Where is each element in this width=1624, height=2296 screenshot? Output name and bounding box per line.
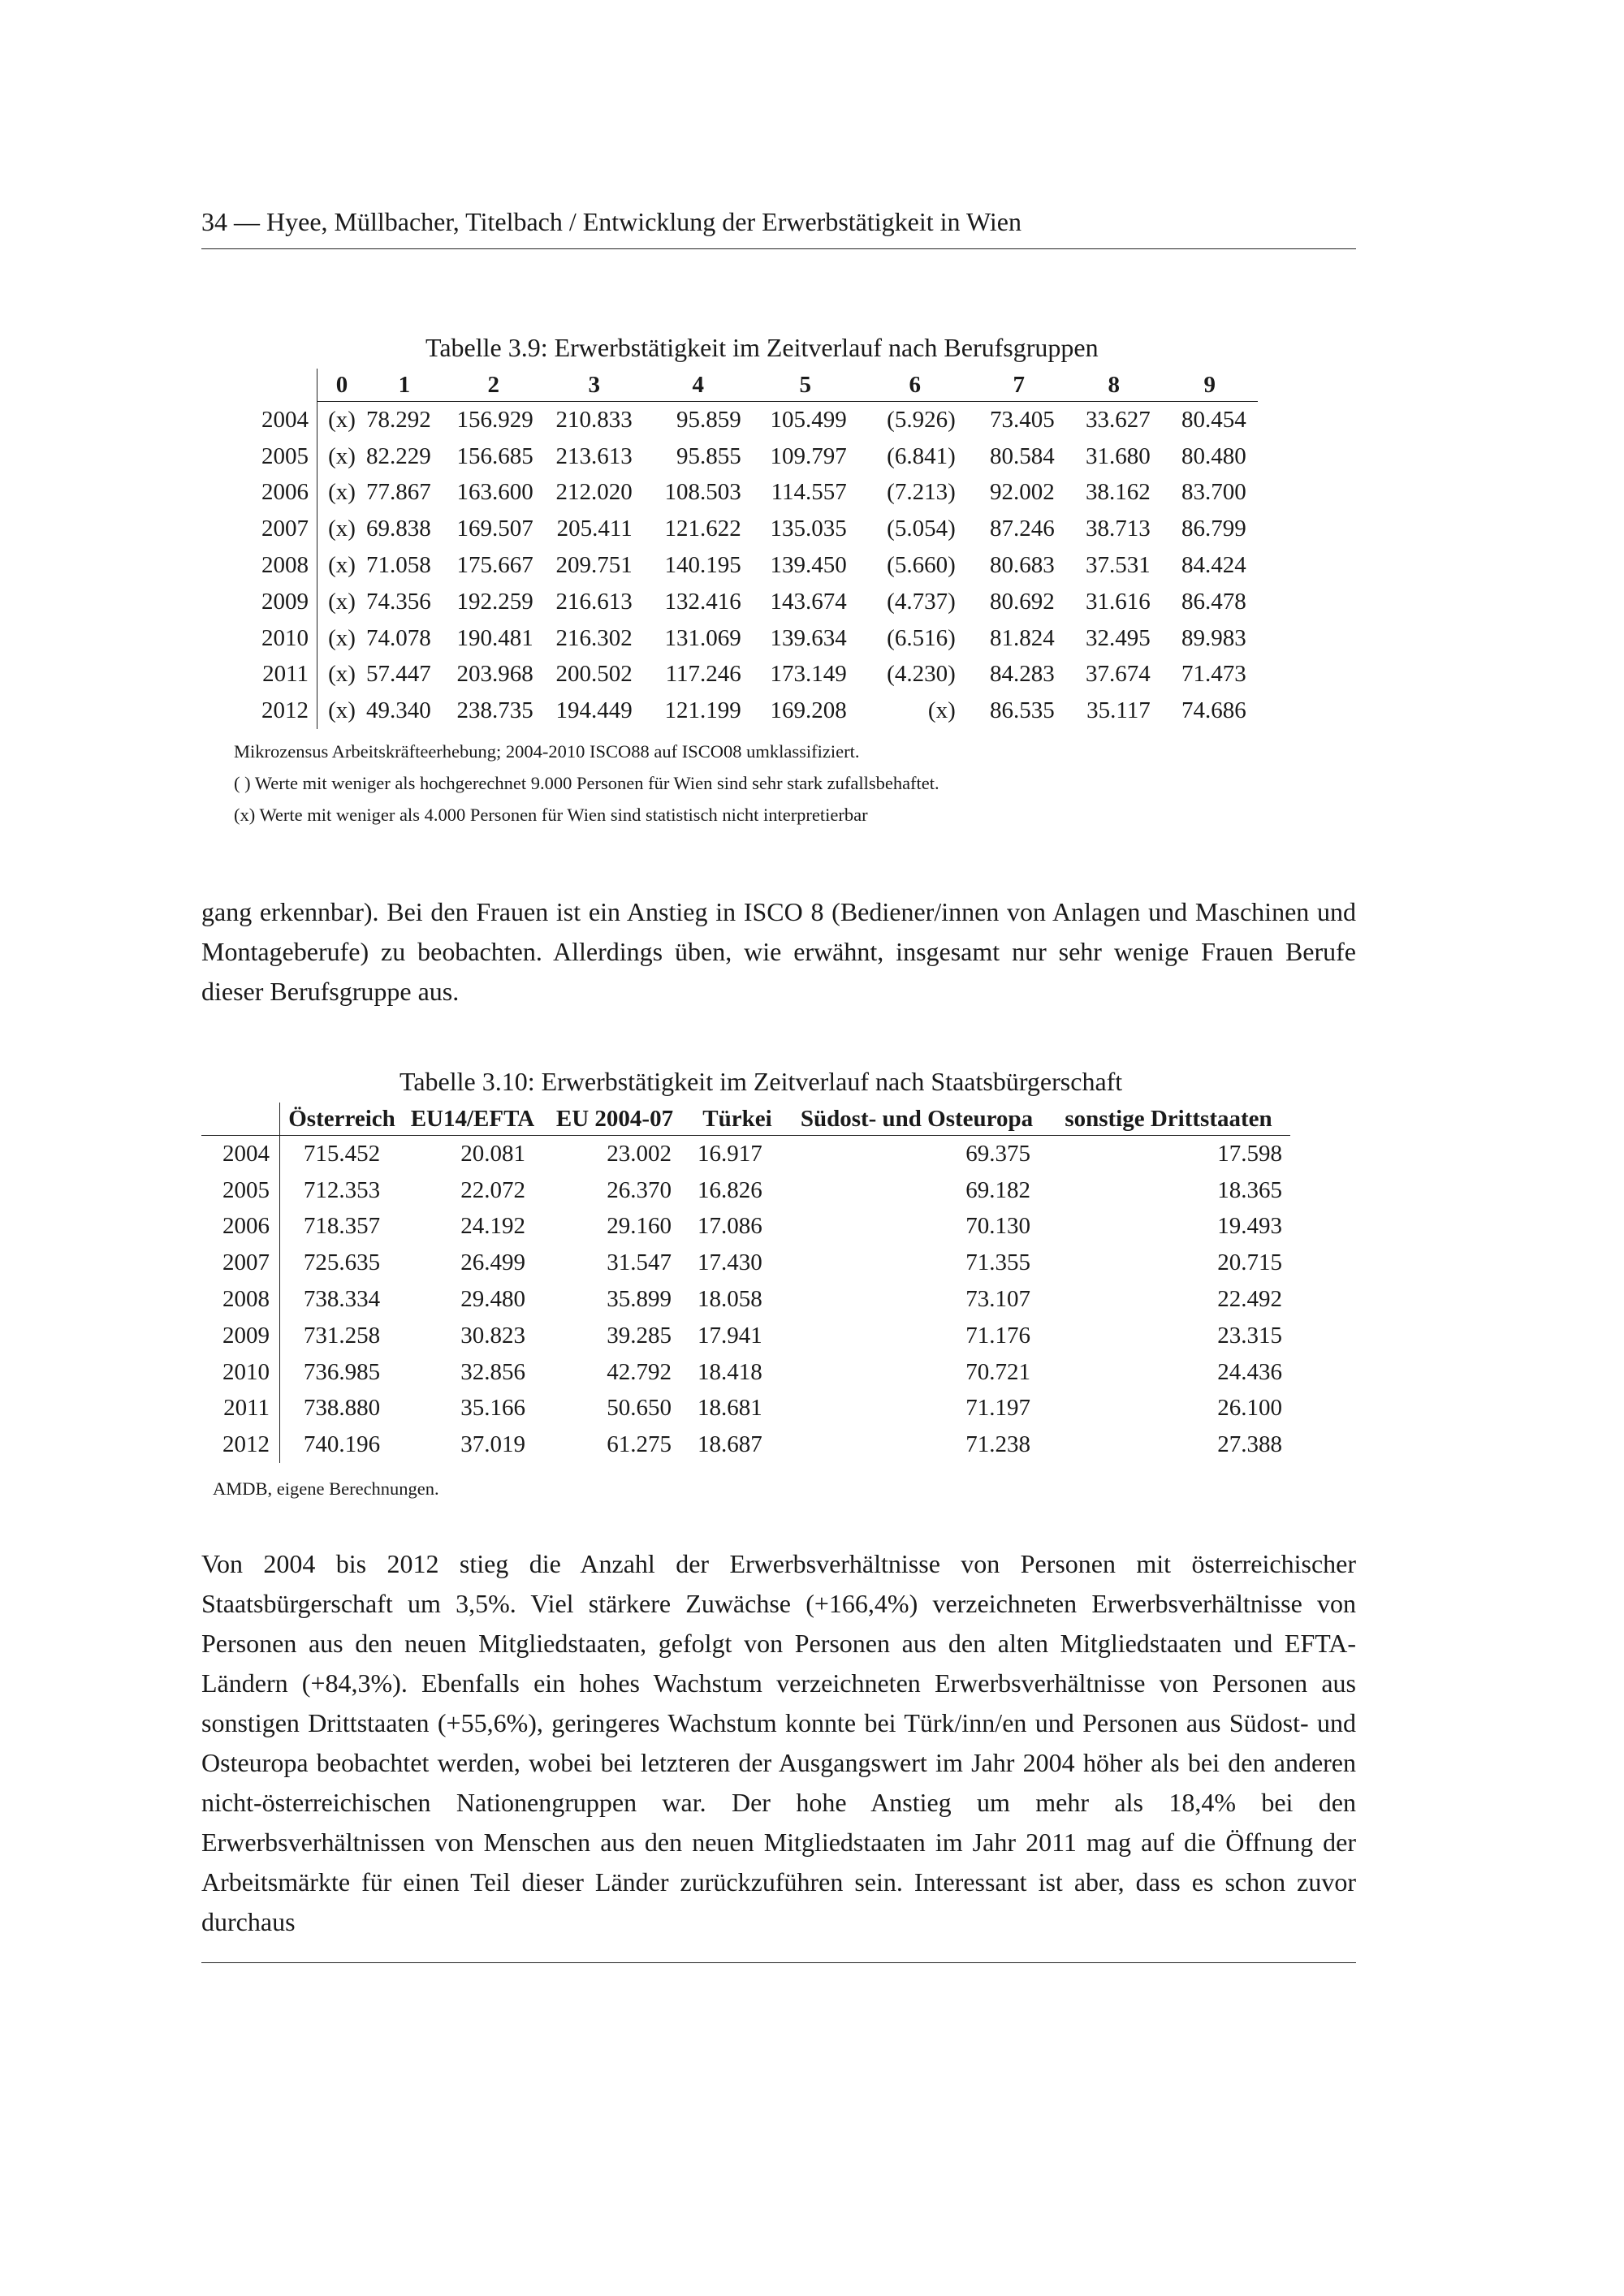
table-header-row <box>201 1103 1290 1136</box>
table-row <box>226 584 1258 620</box>
table-cell: 31.616 <box>1086 588 1151 615</box>
table-row <box>201 1172 1290 1209</box>
table-note: (x) Werte mit weniger als 4.000 Personen für Wien sind statistisch nicht interpretierbar <box>234 805 868 825</box>
table-cell: 30.823 <box>460 1322 525 1349</box>
table-row <box>201 1136 1290 1172</box>
table-cell: 26.370 <box>607 1176 672 1203</box>
table-cell: 80.480 <box>1181 442 1246 469</box>
table-cell: 238.735 <box>456 697 533 724</box>
table-cell: 192.259 <box>456 588 533 615</box>
table-cell: 212.020 <box>555 479 633 506</box>
table-row <box>201 1391 1290 1427</box>
table-cell: 71.355 <box>965 1249 1030 1276</box>
table-cell: 27.388 <box>1217 1431 1282 1458</box>
col-header: 6 <box>858 369 972 402</box>
table-cell: 77.867 <box>366 479 431 506</box>
table-cell: 86.478 <box>1181 588 1246 615</box>
table-cell: 23.002 <box>607 1140 672 1167</box>
table-cell: 33.627 <box>1086 406 1151 433</box>
table-3-9 <box>226 369 1258 729</box>
table-cell: 42.792 <box>607 1358 672 1385</box>
row-year: 2011 <box>201 1391 280 1427</box>
table-cell: 108.503 <box>664 479 741 506</box>
table-cell: (x) <box>328 624 356 651</box>
body-paragraph <box>201 1544 1356 1942</box>
col-header: 1 <box>366 369 443 402</box>
table-cell: (x) <box>328 697 356 724</box>
table-cell: 61.275 <box>607 1431 672 1458</box>
table-cell: 740.196 <box>303 1431 381 1458</box>
table-cell: 38.713 <box>1086 516 1151 542</box>
table-cell: 95.855 <box>676 442 741 469</box>
row-year: 2007 <box>226 511 317 547</box>
table-cell: 210.833 <box>555 406 633 433</box>
col-header: 3 <box>545 369 644 402</box>
table-cell: 82.229 <box>366 442 431 469</box>
paragraph-text: Von 2004 bis 2012 stieg die Anzahl der Erwerbsverhältnisse von Personen mit österreichischer Staatsbürgerschaft um 3,5%. Viel stärkere Zuwächse (+166,4%) verzeichneten Erwerbsverhältnisse von Personen aus den neuen Mitgliedstaaten, gefolgt von Personen aus den alten Mitgliedstaaten und EFTA-Ländern (+84,3%). Ebenfalls ein hohes Wachstum verzeichneten Erwerbsverhältnisse von Personen aus sonstigen Drittstaaten (+55,6%), geringeres Wachstum konnte bei Türk/inn/en und Personen aus Südost- und Osteuropa beobachtet werden, wobei bei letzteren der Ausgangswert im Jahr 2004 höher als bei den anderen nicht-österreichischen Nationengruppen war. Der hohe Anstieg um mehr als 18,4% bei den Erwerbsverhältnissen von Menschen aus den neuen Mitgliedstaaten im Jahr 2011 mag auf die Öffnung der Arbeitsmärkte für einen Teil dieser Länder zurückzuführen sein. Interessant ist aber, dass es schon zuvor durchaus <box>201 1549 1356 1936</box>
table-cell: (x) <box>328 552 356 579</box>
table-cell: 109.797 <box>770 442 847 469</box>
table-cell: (5.660) <box>887 552 956 579</box>
table-cell: 736.985 <box>303 1358 381 1385</box>
row-year: 2008 <box>201 1281 280 1318</box>
table-header-row <box>226 369 1258 402</box>
table-cell: (x) <box>328 661 356 688</box>
table-cell: 80.692 <box>990 588 1055 615</box>
col-header: 7 <box>972 369 1066 402</box>
table-cell: 23.315 <box>1217 1322 1282 1349</box>
table-cell: 16.826 <box>698 1176 762 1203</box>
row-year: 2010 <box>226 620 317 657</box>
table-cell: 80.584 <box>990 442 1055 469</box>
row-year: 2006 <box>201 1209 280 1245</box>
table-row <box>201 1245 1290 1281</box>
table-cell: 73.107 <box>965 1286 1030 1313</box>
row-year: 2004 <box>201 1136 280 1172</box>
year-header <box>226 369 317 402</box>
table-cell: 190.481 <box>456 624 533 651</box>
table-cell: 200.502 <box>555 661 633 688</box>
table-cell: 86.799 <box>1181 516 1246 542</box>
col-header: 0 <box>317 369 367 402</box>
table-cell: 86.535 <box>990 697 1055 724</box>
table-cell: 715.452 <box>303 1140 381 1167</box>
table-cell: 95.859 <box>676 406 741 433</box>
table-cell: 32.495 <box>1086 624 1151 651</box>
table-3-10-caption: Tabelle 3.10: Erwerbstätigkeit im Zeitverlauf nach Staatsbürgerschaft <box>400 1067 1123 1096</box>
table-cell: 18.681 <box>698 1395 762 1422</box>
col-header: 9 <box>1162 369 1258 402</box>
table-cell: 725.635 <box>303 1249 381 1276</box>
col-header: Südost- und Osteuropa <box>787 1103 1047 1136</box>
col-header: sonstige Drittstaaten <box>1047 1103 1290 1136</box>
table-cell: 80.683 <box>990 552 1055 579</box>
table-cell: 22.072 <box>460 1176 525 1203</box>
table-cell: 20.715 <box>1217 1249 1282 1276</box>
col-header: Türkei <box>688 1103 787 1136</box>
table-cell: 169.507 <box>456 516 533 542</box>
row-year: 2009 <box>226 584 317 620</box>
table-row <box>226 402 1258 438</box>
row-year: 2004 <box>226 402 317 438</box>
table-cell: 163.600 <box>456 479 533 506</box>
table-cell: 29.480 <box>460 1286 525 1313</box>
table-3-9-notes <box>234 736 939 831</box>
table-cell: 39.285 <box>607 1322 672 1349</box>
table-cell: 87.246 <box>990 516 1055 542</box>
table-cell: 194.449 <box>555 697 633 724</box>
table-3-9-caption: Tabelle 3.9: Erwerbstätigkeit im Zeitverlauf nach Berufsgruppen <box>425 333 1099 362</box>
row-year: 2005 <box>226 438 317 475</box>
table-cell: 83.700 <box>1181 479 1246 506</box>
table-row <box>226 511 1258 547</box>
table-cell: 71.197 <box>965 1395 1030 1422</box>
table-cell: 35.899 <box>607 1286 672 1313</box>
row-year: 2009 <box>201 1318 280 1354</box>
table-cell: (x) <box>328 442 356 469</box>
table-cell: 24.192 <box>460 1213 525 1240</box>
table-cell: 69.375 <box>965 1140 1030 1167</box>
table-cell: 70.130 <box>965 1213 1030 1240</box>
table-cell: (4.230) <box>887 661 956 688</box>
table-cell: 718.357 <box>303 1213 381 1240</box>
table-cell: 71.473 <box>1181 661 1246 688</box>
table-cell: 18.687 <box>698 1431 762 1458</box>
table-cell: 105.499 <box>770 406 847 433</box>
table-cell: 17.430 <box>698 1249 762 1276</box>
table-cell: 71.238 <box>965 1431 1030 1458</box>
table-cell: 738.880 <box>303 1395 381 1422</box>
table-cell: 70.721 <box>965 1358 1030 1385</box>
col-header: 2 <box>443 369 545 402</box>
year-header <box>201 1103 280 1136</box>
table-cell: 26.100 <box>1217 1395 1282 1422</box>
col-header: EU14/EFTA <box>404 1103 542 1136</box>
table-cell: (x) <box>328 479 356 506</box>
table-cell: 209.751 <box>555 552 633 579</box>
table-3-10-notes <box>213 1473 439 1504</box>
table-cell: (5.054) <box>887 516 956 542</box>
table-cell: 173.149 <box>770 661 847 688</box>
table-cell: 57.447 <box>366 661 431 688</box>
col-header: 8 <box>1066 369 1162 402</box>
table-cell: 139.634 <box>770 624 847 651</box>
table-cell: 738.334 <box>303 1286 381 1313</box>
table-cell: 29.160 <box>607 1213 672 1240</box>
table-cell: 74.078 <box>366 624 431 651</box>
table-cell: 32.856 <box>460 1358 525 1385</box>
table-note: AMDB, eigene Berechnungen. <box>213 1478 439 1499</box>
table-cell: 205.411 <box>556 516 633 542</box>
table-cell: 74.686 <box>1181 697 1246 724</box>
col-header: EU 2004-07 <box>542 1103 688 1136</box>
table-row <box>226 547 1258 584</box>
table-row <box>201 1209 1290 1245</box>
table-cell: 139.450 <box>770 552 847 579</box>
table-cell: (5.926) <box>887 406 956 433</box>
table-cell: 16.917 <box>698 1140 762 1167</box>
table-cell: 50.650 <box>607 1395 672 1422</box>
table-cell: 203.968 <box>456 661 533 688</box>
table-row <box>201 1281 1290 1318</box>
table-cell: 135.035 <box>770 516 847 542</box>
row-year: 2012 <box>226 693 317 729</box>
table-cell: 92.002 <box>990 479 1055 506</box>
table-cell: 169.208 <box>770 697 847 724</box>
table-cell: 18.058 <box>698 1286 762 1313</box>
table-cell: 24.436 <box>1217 1358 1282 1385</box>
table-cell: 213.613 <box>555 442 633 469</box>
table-cell: (4.737) <box>887 588 956 615</box>
table-cell: 17.941 <box>698 1322 762 1349</box>
table-cell: 18.365 <box>1217 1176 1282 1203</box>
table-cell: 19.493 <box>1217 1213 1282 1240</box>
table-cell: 35.117 <box>1086 697 1151 724</box>
table-cell: 140.195 <box>664 552 741 579</box>
table-3-10 <box>201 1103 1290 1463</box>
table-cell: (x) <box>328 588 356 615</box>
running-header: 34 — Hyee, Müllbacher, Titelbach / Entwicklung der Erwerbstätigkeit in Wien <box>201 207 1356 249</box>
table-cell: 74.356 <box>366 588 431 615</box>
table-row <box>226 438 1258 475</box>
table-row <box>226 657 1258 693</box>
table-row <box>201 1318 1290 1354</box>
table-cell: 121.199 <box>664 697 741 724</box>
table-cell: 71.058 <box>366 552 431 579</box>
table-cell: (x) <box>328 406 356 433</box>
col-header: 5 <box>753 369 858 402</box>
table-cell: 80.454 <box>1181 406 1246 433</box>
row-year: 2008 <box>226 547 317 584</box>
table-cell: 35.166 <box>460 1395 525 1422</box>
table-row <box>201 1426 1290 1463</box>
table-note: ( ) Werte mit weniger als hochgerechnet 9.000 Personen für Wien sind sehr stark zufallsbehaftet. <box>234 773 939 793</box>
table-cell: 78.292 <box>366 406 431 433</box>
table-cell: 18.418 <box>698 1358 762 1385</box>
table-cell: 71.176 <box>965 1322 1030 1349</box>
table-cell: 175.667 <box>456 552 533 579</box>
table-cell: 143.674 <box>770 588 847 615</box>
row-year: 2012 <box>201 1426 280 1463</box>
table-row <box>226 693 1258 729</box>
table-cell: 117.246 <box>665 661 741 688</box>
table-cell: 31.680 <box>1086 442 1151 469</box>
table-cell: 216.302 <box>555 624 633 651</box>
row-year: 2005 <box>201 1172 280 1209</box>
table-cell: 17.598 <box>1217 1140 1282 1167</box>
table-cell: 37.531 <box>1086 552 1151 579</box>
table-cell: 731.258 <box>303 1322 381 1349</box>
table-row <box>201 1354 1290 1391</box>
table-cell: (x) <box>328 516 356 542</box>
table-cell: 84.424 <box>1181 552 1246 579</box>
col-header: Österreich <box>280 1103 404 1136</box>
table-cell: 114.557 <box>771 479 847 506</box>
table-cell: 121.622 <box>664 516 741 542</box>
table-cell: 89.983 <box>1181 624 1246 651</box>
table-cell: 69.838 <box>366 516 431 542</box>
paragraph-text: gang erkennbar). Bei den Frauen ist ein Anstieg in ISCO 8 (Bediener/innen von Anlagen und Maschinen und Montageberufe) zu beobachten. Allerdings üben, wie erwähnt, insgesamt nur sehr wenige Frauen Berufe dieser Berufsgruppe aus. <box>201 897 1356 1006</box>
table-cell: 37.019 <box>460 1431 525 1458</box>
table-cell: 31.547 <box>607 1249 672 1276</box>
table-cell: 73.405 <box>990 406 1055 433</box>
table-cell: 712.353 <box>303 1176 381 1203</box>
col-header: 4 <box>644 369 753 402</box>
table-cell: (6.841) <box>887 442 956 469</box>
table-cell: 20.081 <box>460 1140 525 1167</box>
row-year: 2011 <box>226 657 317 693</box>
body-paragraph <box>201 892 1356 1012</box>
table-cell: 216.613 <box>555 588 633 615</box>
row-year: 2006 <box>226 475 317 511</box>
row-year: 2007 <box>201 1245 280 1281</box>
table-cell: 156.929 <box>456 406 533 433</box>
table-cell: 84.283 <box>990 661 1055 688</box>
table-cell: 38.162 <box>1086 479 1151 506</box>
table-cell: 81.824 <box>990 624 1055 651</box>
table-note: Mikrozensus Arbeitskräfteerhebung; 2004-2010 ISCO88 auf ISCO08 umklassifiziert. <box>234 741 860 762</box>
table-cell: 131.069 <box>664 624 741 651</box>
table-cell: 22.492 <box>1217 1286 1282 1313</box>
table-cell: (6.516) <box>887 624 956 651</box>
table-cell: (7.213) <box>887 479 956 506</box>
table-cell: 132.416 <box>664 588 741 615</box>
table-cell: 37.674 <box>1086 661 1151 688</box>
table-cell: 26.499 <box>460 1249 525 1276</box>
table-cell: 69.182 <box>965 1176 1030 1203</box>
table-cell: 17.086 <box>698 1213 762 1240</box>
table-row <box>226 475 1258 511</box>
table-cell: (x) <box>927 697 956 724</box>
table-cell: 49.340 <box>366 697 431 724</box>
footer-rule <box>201 1962 1356 1963</box>
table-cell: 156.685 <box>456 442 533 469</box>
table-row <box>226 620 1258 657</box>
row-year: 2010 <box>201 1354 280 1391</box>
